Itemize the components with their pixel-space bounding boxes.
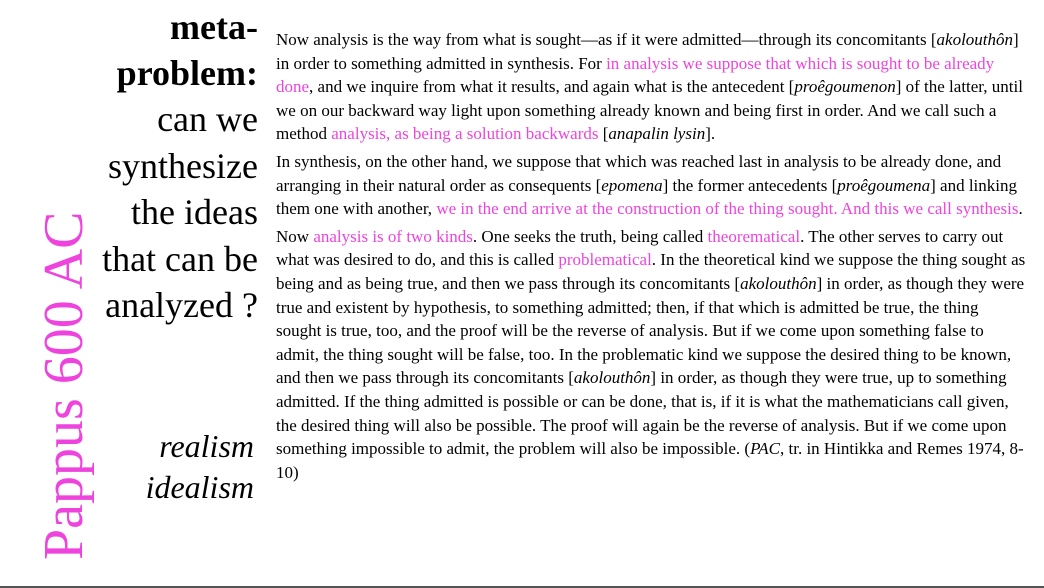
text-run: ] in order, as though they were true and existent by hypothesis, to something admitted; then, if that which is admitted be true, the thing sought is true, too, and the proof will be the reverse of analysis. But if we come upon something false to admit, the thing sought will be false, too. In the problematic kind we suppose the desired thing to be known, and then we pass through its concomitants [: [276, 273, 1025, 388]
highlighted-phrase: theorematical: [707, 226, 801, 246]
text-run: , tr. in Hintikka and Remes 1974, 8-10): [276, 439, 1024, 482]
side-title: Pappus 600 AC: [33, 211, 95, 560]
meta-problem-heading: [102, 4, 258, 329]
italic-term: proêgoumenon: [794, 77, 896, 97]
text-run: , and we inquire from what it results, and again what is the antecedent [: [309, 77, 795, 97]
paragraph-synthesis: [276, 150, 1028, 221]
text-run: .: [1018, 199, 1023, 219]
italic-term: PAC: [750, 439, 780, 459]
text-run: Now: [276, 226, 314, 246]
heading-line-5: the ideas: [131, 192, 258, 232]
text-run: ] in order, as though they were true, up to something admitted. If the thing admitted is possible or can be done, that is, if it is what the mathematicians call given, the desired thing will also be possible. The proof will again be the reverse of analysis. But if we come upon something impossible to admit, the problem will also be impossible. (: [276, 368, 1009, 459]
heading-line-4: synthesize: [108, 145, 258, 186]
side-labels: [146, 426, 254, 508]
heading-line-2: problem:: [116, 53, 258, 93]
text-run: ].: [705, 124, 716, 144]
text-run: [: [598, 124, 609, 144]
heading-line-1: meta-: [170, 7, 258, 47]
paragraph-analysis: [276, 28, 1028, 146]
italic-term: akolouthôn: [573, 368, 651, 388]
text-run: Now analysis is the way from what is sought—as if it were admitted—through its concomitants [: [276, 30, 937, 49]
text-run: ] the former antecedents [: [662, 175, 838, 195]
text-run: In synthesis, on the other hand, we suppose that which was reached last in analysis to be already done, and arranging in their natural order as consequents [: [276, 151, 1002, 195]
italic-term: akolouthôn: [936, 30, 1014, 49]
highlighted-phrase: analysis is of two kinds: [313, 226, 473, 246]
paragraph-two-kinds: [276, 225, 1028, 485]
text-run: ] and linking them one with another,: [276, 175, 1018, 219]
text-run: ] in order to something admitted in synthesis. For: [276, 30, 1019, 73]
italic-term: epomena: [601, 175, 663, 195]
heading-line-6: that can be: [102, 238, 258, 279]
heading-line-3: can we: [157, 99, 258, 139]
text-run: . In the theoretical kind we suppose the thing sought as being and as being true, and then we pass through its concomitants [: [276, 250, 1026, 293]
text-run: ] of the latter, until we on our backward way light upon something already known and being first in order. And we call such a method: [276, 77, 1023, 144]
highlighted-phrase: in analysis we suppose that which is sought to be already done: [276, 53, 995, 97]
highlighted-phrase: problematical: [558, 250, 652, 270]
italic-term: akolouthôn: [740, 273, 817, 293]
quotation-body: [276, 28, 1028, 488]
label-realism: realism: [159, 428, 254, 464]
heading-line-7: analyzed ?: [105, 285, 258, 325]
text-run: . One seeks the truth, being called: [472, 226, 708, 246]
highlighted-phrase: we in the end arrive at the construction of the thing sought. And this we call synthesis: [436, 199, 1019, 219]
italic-term: proêgoumena: [837, 175, 931, 195]
highlighted-phrase: analysis, as being a solution backwards: [331, 124, 599, 144]
label-idealism: idealism: [145, 469, 254, 505]
text-run: . The other serves to carry out what was desired to do, and this is called: [276, 226, 1004, 270]
italic-term: anapalin lysin: [608, 124, 706, 144]
